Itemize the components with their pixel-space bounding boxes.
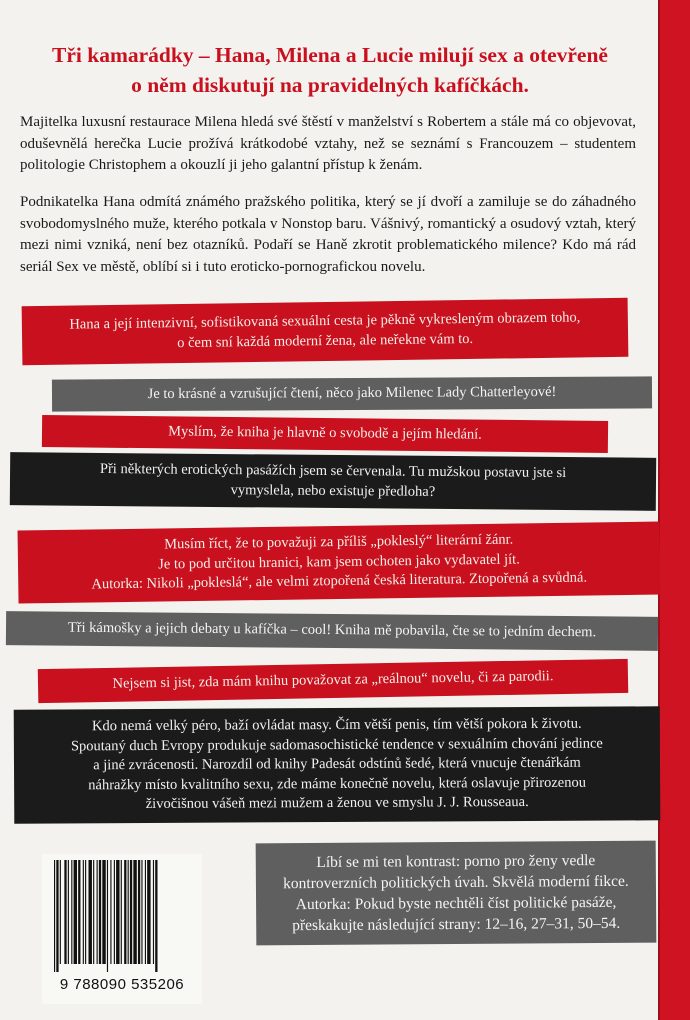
review-quote-9 [256,841,657,946]
quote-line: o čem sní každá moderní žena, ale neřekne vám to. [177,330,474,351]
barcode-bar [153,860,154,964]
barcode-bar [85,860,86,964]
barcode-bar [107,860,108,972]
review-quote-4 [10,452,656,511]
quote-line: Autorka: Nikoli „pokleslá“, ale velmi ztopořená česká literatura. Ztopořená a svůdná. [91,569,588,593]
barcode-bar [56,860,58,972]
book-spine-edge [660,0,690,1020]
isbn-number: 9 788090 535206 [59,976,185,993]
barcode-bar [64,860,66,964]
review-quote-3 [42,415,608,452]
quote-line: Je to pod určitou hranici, kam jsem ochoten jako vydavatel jít. [158,550,520,573]
quote-line: Nejsem si jist, zda mám knihu považovat za „reálnou“ novelu, či za parodii. [112,668,554,692]
quote-line: Při některých erotických pasážích jsem se červenala. Tu mužskou postavu jste si [99,460,567,482]
barcode-bars [52,860,192,972]
quote-line: Líbí se mi ten kontrast: porno pro ženy vedle [316,852,596,871]
barcode-bar [141,860,142,964]
quote-line: náhražky místo kvalitního sexu, zde máme konečně novelu, která oslavuje přirozenou [88,774,586,793]
headline-line-2: o něm diskutují na pravidelných kafíčkách. [131,73,529,97]
headline-line-1: Tři kamarádky – Hana, Milena a Lucie milují sex a otevřeně [52,43,608,67]
barcode-bar [138,860,140,964]
quote-line: Musím říct, že to považuji za příliš „pokleslý“ literární žánr. [164,531,514,553]
quote-line: vymyslela, nebo existuje předloha? [230,481,436,500]
quote-line: Myslím, že kniha je hlavně o svobodě a jejím hledání. [168,423,482,443]
synopsis-paragraph-2: Podnikatelka Hana odmítá známého pražského politika, který se jí dvoří a zamiluje se do záhadného svobodomyslného muže, kterého potkala v Nonstop baru. Vášnivý, romantický a osudový vztah, který mezi nimi vzniká, není bez otazníků. Podaří se Haně zkrotit problematického milence? Kdo má rád seriál Sex ve městě, oblíbí si i tuto eroticko-pornografickou novelu. [20,194,636,275]
headline [10,40,650,100]
isbn-barcode [42,854,202,1004]
spine-shadow [658,0,660,1020]
quote-line: Spoutaný duch Evropy produkuje sadomasochistické tendence v sexuálním chování jedince [70,735,603,754]
barcode-bar [116,860,119,964]
barcode-bar [71,860,72,964]
barcode-bar [133,860,136,964]
barcode-bar [89,860,92,964]
barcode-bar [102,860,105,964]
barcode-bar [54,860,55,972]
barcode-bar [128,860,129,964]
barcode-bar [145,860,146,964]
barcode-bar [110,860,111,964]
barcode-bar [121,860,122,964]
review-quote-5 [18,522,661,603]
barcode-bar [78,860,80,964]
barcode-bar [60,860,61,964]
quote-line: Autorka: Pokud byste nechtěli číst politické pasáže, [295,893,617,914]
barcode-bar [114,860,115,964]
quote-line: Kdo nemá velký péro, baží ovládat masy. Čím větší penis, tím větší pokora k životu. [91,715,582,735]
barcode-bar [99,860,101,964]
barcode-bar [124,860,126,964]
synopsis-paragraph-1: Majitelka luxusní restaurace Milena hledá své štěstí v manželství s Robertem a stále má co objevovat, oduševnělá herečka Lucie prožívá krátkodobé vztahy, než se seznámí s Francouzem – studentem politologie Christophem a okouzlí ji jeho galantní přístup k ženám. [20,114,636,173]
barcode-bar [147,860,150,964]
barcode-bar [74,860,77,964]
quote-line: Je to krásné a vzrušující čtení, něco jako Milenec Lady Chatterleyové! [147,383,557,403]
review-quote-8 [14,706,661,823]
review-quote-6 [6,611,658,650]
quote-line: Tři kámošky a jejich debaty u kafíčka – cool! Kniha mě pobavila, čte se to jedním dechem. [67,619,597,641]
review-quote-1 [22,298,629,365]
barcode-bar [68,860,69,964]
review-quote-7 [38,659,628,703]
barcode-bar [130,860,132,964]
quote-line: kontroverzních politických úvah. Skvělá moderní fikce. [283,872,629,893]
quote-line: přeskakujte následující strany: 12–16, 27–31, 50–54. [292,914,621,935]
barcode-bar [83,860,84,964]
quote-line: Hana a její intenzivní, sofistikovaná sexuální cesta je pěkně vykresleným obrazem toho, [69,309,581,333]
barcode-bar [93,860,94,964]
quote-line: a jiné zvrácenosti. Narozdíl od knihy Padesát odstínů šedé, která vnucuje čtenářkám [93,754,581,774]
quote-line: živočišnou vášeň mezi mužem a ženou ve smyslu J. J. Rousseaua. [145,793,529,813]
barcode-bar [97,860,98,964]
review-quote-2 [52,376,652,411]
barcode-bar [155,860,157,972]
